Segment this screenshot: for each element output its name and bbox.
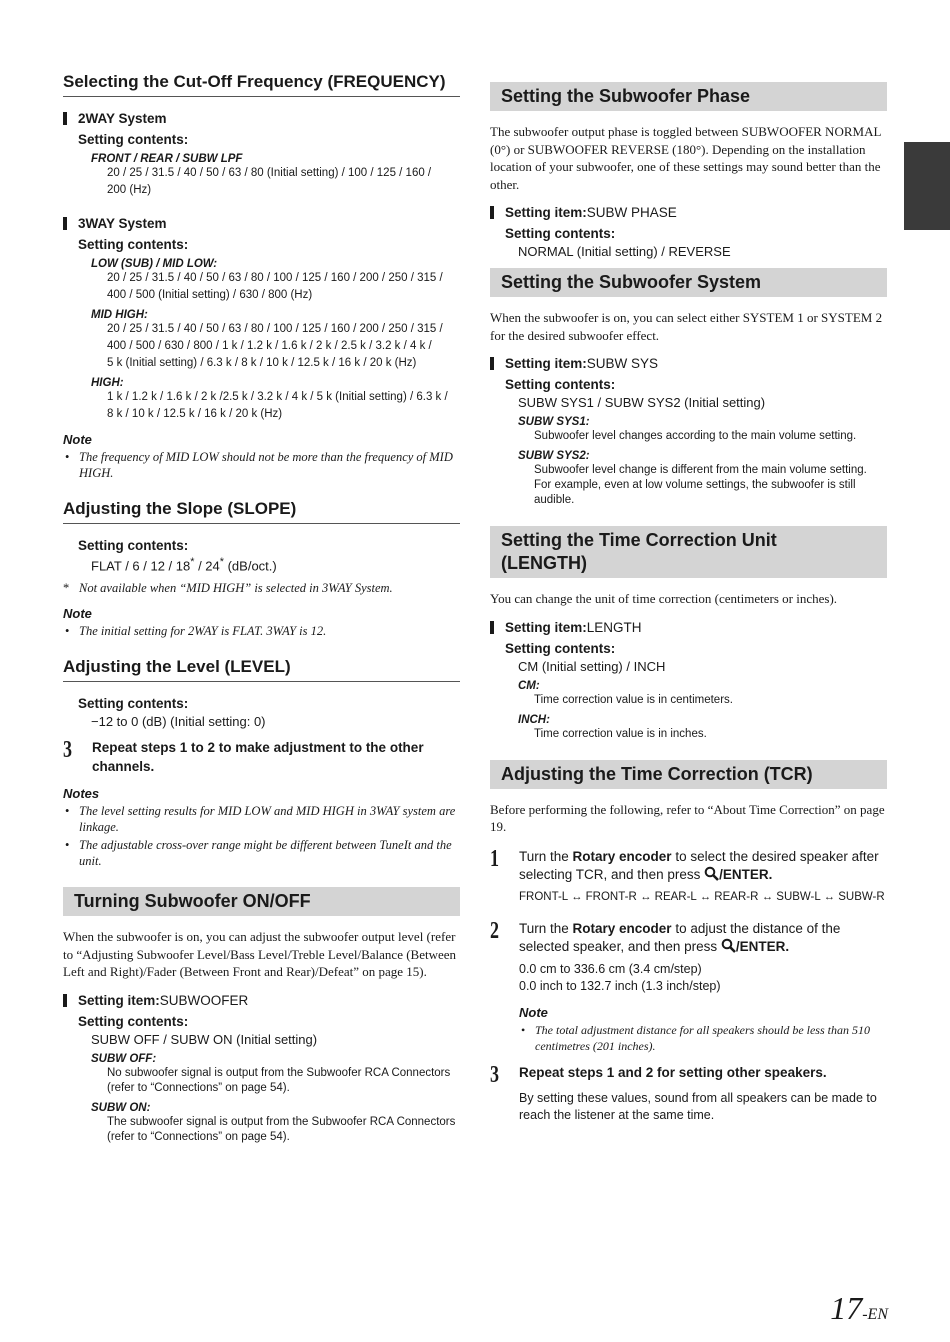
system-body: When the subwoofer is on, you can select either SYSTEM 1 or SYSTEM 2 for the desired subwoofer effect. bbox=[490, 310, 883, 343]
tcr-note: • The total adjustment distance for all speakers should be less than 510 centimetres (201 inches). bbox=[519, 1022, 887, 1054]
inch-value: Time correction value is in inches. bbox=[534, 727, 707, 740]
midhigh-value-3: 5 k (Initial setting) / 6.3 k / 8 k / 10 k / 12.5 k / 16 k / 20 k (Hz) bbox=[107, 357, 417, 369]
left-column bbox=[63, 72, 460, 1147]
subwoofer-onoff-body: When the subwoofer is on, you can adjust the subwoofer output level (refer to “Adjusting Subwoofer Level/Bass Level/Treble Level/Balance (Between Left and Right)/Fader (Between Front and Rear)/Defeat” on page 15). bbox=[63, 929, 457, 980]
step-instruction: Turn the Rotary encoder to select the desired speaker after selecting TCR, and then press /ENTER. bbox=[519, 848, 879, 882]
step-number: 3 bbox=[490, 1061, 499, 1088]
twoway-option-value-2: 200 (Hz) bbox=[107, 184, 152, 196]
step-3-body: By setting these values, sound from all speakers can be made to reach the listener at the same time. bbox=[519, 1090, 877, 1122]
slope-value: FLAT / 6 / 12 / 18* / 24* (dB/oct.) bbox=[91, 556, 277, 574]
level-note-2: • The adjustable cross-over range might be different between TuneIt and the unit. bbox=[63, 837, 460, 869]
level-value: −12 to 0 (dB) (Initial setting: 0) bbox=[91, 714, 266, 730]
right-column bbox=[490, 82, 887, 1124]
setting-item: Setting item: SUBWOOFER bbox=[63, 993, 460, 1008]
step-3 bbox=[63, 739, 460, 776]
tcr-heading: Adjusting the Time Correction (TCR) bbox=[490, 760, 887, 789]
twoway-option-label: FRONT / REAR / SUBW LPF bbox=[91, 153, 243, 165]
high-label: HIGH: bbox=[91, 377, 124, 389]
speaker-sequence: FRONT-L ↔ FRONT-R ↔ REAR-L ↔ REAR-R ↔ SUBW-L ↔ SUBW-R bbox=[519, 890, 885, 903]
phase-value: NORMAL (Initial setting) / REVERSE bbox=[518, 244, 731, 259]
bullet-bar-icon bbox=[490, 206, 494, 219]
setting-contents-label: Setting contents: bbox=[78, 132, 189, 147]
low-label: LOW (SUB) / MID LOW: bbox=[91, 258, 218, 270]
bullet-bar-icon bbox=[490, 621, 494, 634]
midhigh-value-1: 20 / 25 / 31.5 / 40 / 50 / 63 / 80 / 100 / 125 / 160 / 200 / 250 / 315 / bbox=[107, 323, 443, 335]
setting-contents-label: Setting contents: bbox=[78, 237, 189, 252]
setting-contents-label: Setting contents: bbox=[505, 640, 616, 656]
bullet-bar-icon bbox=[63, 112, 67, 125]
step-number: 2 bbox=[490, 917, 499, 944]
length-value: CM (Initial setting) / INCH bbox=[518, 658, 666, 674]
sys1-label: SUBW SYS1: bbox=[518, 416, 590, 428]
setting-contents-label: Setting contents: bbox=[505, 377, 616, 392]
slope-note: • The initial setting for 2WAY is FLAT. 3WAY is 12. bbox=[63, 623, 460, 639]
midhigh-value-2: 400 / 500 / 630 / 800 / 1 k / 1.2 k / 1.6 k / 2 k / 2.5 k / 3.2 k / 4 k / bbox=[107, 340, 432, 352]
step-2 bbox=[490, 917, 887, 957]
low-value-2: 400 / 500 (Initial setting) / 630 / 800 (Hz) bbox=[107, 289, 313, 301]
sys1-value: Subwoofer level changes according to the main volume setting. bbox=[534, 430, 857, 442]
bullet-bar-icon bbox=[63, 217, 67, 230]
subwoofer-value: SUBW OFF / SUBW ON (Initial setting) bbox=[91, 1031, 318, 1047]
step-number: 1 bbox=[490, 845, 499, 872]
note-heading: Note bbox=[63, 432, 92, 447]
low-value-1: 20 / 25 / 31.5 / 40 / 50 / 63 / 80 / 100 / 125 / 160 / 200 / 250 / 315 / bbox=[107, 272, 443, 284]
magnifier-icon bbox=[721, 938, 736, 953]
phase-body: The subwoofer output phase is toggled between SUBWOOFER NORMAL (0°) or SUBWOOFER REVERSE (180°). Depending on the installation location of your subwoofer, one of these settings may sound better than the other. bbox=[490, 124, 881, 192]
magnifier-icon bbox=[704, 866, 719, 881]
slope-heading: Adjusting the Slope (SLOPE) bbox=[63, 499, 460, 524]
system-heading: Setting the Subwoofer System bbox=[490, 268, 887, 297]
subw-off-label: SUBW OFF: bbox=[91, 1052, 157, 1065]
notes-heading: Notes bbox=[63, 786, 100, 802]
system-value: SUBW SYS1 / SUBW SYS2 (Initial setting) bbox=[518, 395, 766, 410]
frequency-heading: Selecting the Cut-Off Frequency (FREQUENCY) bbox=[63, 72, 460, 97]
distance-range-cm: 0.0 cm to 336.6 cm (3.4 cm/step) bbox=[519, 961, 702, 976]
subw-on-label: SUBW ON: bbox=[91, 1101, 151, 1114]
length-body: You can change the unit of time correction (centimeters or inches). bbox=[490, 591, 838, 606]
note-heading: Note bbox=[519, 1004, 548, 1020]
high-value-1: 1 k / 1.2 k / 1.6 k / 2 k /2.5 k / 3.2 k / 4 k / 5 k (Initial setting) / 6.3 k / bbox=[107, 391, 448, 403]
step-number: 3 bbox=[63, 737, 72, 764]
setting-contents-label: Setting contents: bbox=[78, 696, 189, 712]
setting-item: Setting item: SUBW SYS bbox=[490, 356, 887, 371]
sys2-label: SUBW SYS2: bbox=[518, 450, 590, 462]
note-heading: Note bbox=[63, 606, 92, 622]
bullet-bar-icon bbox=[63, 994, 67, 1007]
chapter-tab bbox=[904, 142, 950, 230]
subwoofer-onoff-heading: Turning Subwoofer ON/OFF bbox=[63, 887, 460, 916]
inch-label: INCH: bbox=[518, 713, 550, 726]
step-instruction: Repeat steps 1 to 2 to make adjustment to the other channels. bbox=[92, 740, 424, 774]
step-3 bbox=[490, 1061, 887, 1088]
midhigh-label: MID HIGH: bbox=[91, 309, 148, 321]
tcr-note-block bbox=[519, 1005, 887, 1054]
sys2-value: Subwoofer level change is different from the main volume setting. For example, even at low volume settings, the subwoofer is still audible. bbox=[534, 464, 867, 506]
setting-item: Setting item: SUBW PHASE bbox=[490, 205, 887, 220]
setting-item: Setting item: LENGTH bbox=[490, 620, 887, 635]
cm-value: Time correction value is in centimeters. bbox=[534, 693, 733, 706]
setting-contents-label: Setting contents: bbox=[505, 226, 616, 241]
twoway-subheading: 2WAY System bbox=[63, 111, 460, 126]
threeway-subheading: 3WAY System bbox=[63, 216, 460, 231]
step-1 bbox=[490, 845, 887, 885]
level-heading: Adjusting the Level (LEVEL) bbox=[63, 657, 460, 682]
step-instruction: Turn the Rotary encoder to adjust the distance of the selected speaker, and then press /ENTER. bbox=[519, 920, 841, 954]
subw-on-value: The subwoofer signal is output from the Subwoofer RCA Connectors (refer to “Connections” on page 54). bbox=[107, 1115, 456, 1143]
subw-off-value: No subwoofer signal is output from the Subwoofer RCA Connectors (refer to “Connections” on page 54). bbox=[107, 1066, 451, 1094]
setting-contents-label: Setting contents: bbox=[78, 538, 189, 553]
page-number: 17-EN bbox=[830, 1290, 888, 1326]
setting-contents-label: Setting contents: bbox=[78, 1013, 189, 1029]
step-instruction: Repeat steps 1 and 2 for setting other speakers. bbox=[519, 1064, 827, 1080]
high-value-2: 8 k / 10 k / 12.5 k / 16 k / 20 k (Hz) bbox=[107, 408, 283, 420]
cm-label: CM: bbox=[518, 679, 540, 692]
slope-asterisk-note: * Not available when “MID HIGH” is selected in 3WAY System. bbox=[63, 581, 460, 596]
phase-heading: Setting the Subwoofer Phase bbox=[490, 82, 887, 111]
frequency-note: • The frequency of MID LOW should not be more than the frequency of MID HIGH. bbox=[63, 449, 460, 481]
bullet-bar-icon bbox=[490, 357, 494, 370]
length-heading: Setting the Time Correction Unit (LENGTH) bbox=[490, 526, 887, 578]
distance-range-inch: 0.0 inch to 132.7 inch (1.3 inch/step) bbox=[519, 978, 721, 993]
tcr-body: Before performing the following, refer to “About Time Correction” on page 19. bbox=[490, 801, 885, 834]
twoway-option-value-1: 20 / 25 / 31.5 / 40 / 50 / 63 / 80 (Initial setting) / 100 / 125 / 160 / bbox=[107, 167, 432, 179]
level-note-1: • The level setting results for MID LOW and MID HIGH in 3WAY system are linkage. bbox=[63, 803, 460, 835]
